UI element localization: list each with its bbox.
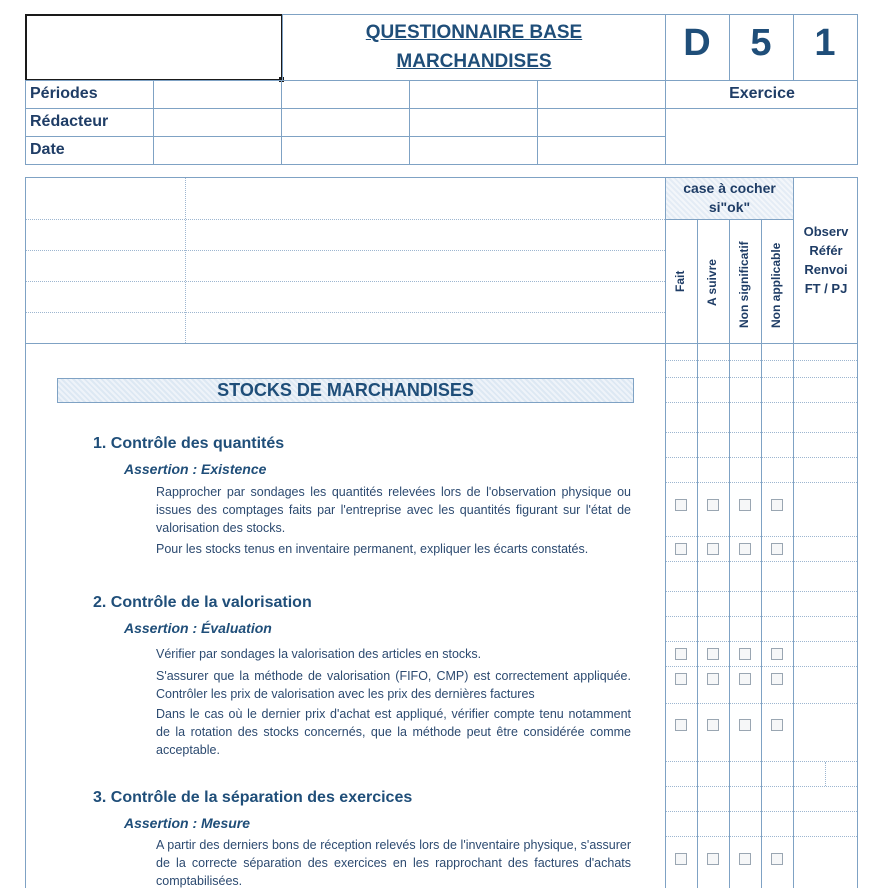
section-title: STOCKS DE MARCHANDISES [57, 378, 634, 403]
checkbox-non-applicable[interactable] [771, 853, 783, 865]
code-digit-2: 1 [814, 22, 836, 64]
col-non-applicable: Non applicable [769, 242, 783, 328]
col-fait: Fait [673, 270, 687, 292]
checkbox-a-suivre[interactable] [707, 648, 719, 660]
label-exercice: Exercice [729, 85, 795, 102]
col-a-suivre: A suivre [705, 259, 719, 306]
side-renvoi: Renvoi [804, 262, 848, 277]
checkbox-a-suivre[interactable] [707, 673, 719, 685]
side-observ: Observ [803, 224, 849, 239]
item-2-2: S'assurer que la méthode de valorisation (FIFO, CMP) est correctement appliquée. Contrôler les prix de valorisation avec les prix des dernières factures [156, 669, 631, 701]
heading-separation: 3. Contrôle de la séparation des exercices [93, 789, 413, 806]
item-1-2: Pour les stocks tenus en inventaire permanent, expliquer les écarts constatés. [156, 542, 589, 556]
checkbox-fait[interactable] [675, 543, 687, 555]
logo-cell[interactable] [25, 14, 283, 81]
checkbox-non-significatif[interactable] [739, 499, 751, 511]
label-periodes: Périodes [30, 85, 98, 102]
label-redacteur: Rédacteur [30, 113, 109, 130]
checkbox-fait[interactable] [675, 853, 687, 865]
item-2-3: Dans le cas où le dernier prix d'achat est appliqué, vérifier compte tenu notamment de la rotation des stocks concernés, que la méthode peut être considérée comme acceptable. [156, 707, 631, 757]
checkbox-a-suivre[interactable] [707, 499, 719, 511]
side-ft-pj: FT / PJ [804, 281, 848, 296]
item-1-1: Rapprocher par sondages les quantités relevées lors de l'observation physique ou issues des comptages faits par l'entreprise avec les quantités figurant sur l'état de valorisation des stocks. [156, 485, 631, 535]
checkbox-non-significatif[interactable] [739, 719, 751, 731]
checkbox-non-applicable[interactable] [771, 648, 783, 660]
checkbox-non-significatif[interactable] [739, 543, 751, 555]
case-header-line1: case à cocher [683, 180, 776, 196]
item-3-1: A partir des derniers bons de réception relevés lors de l'inventaire physique, s'assurer de la correcte séparation des exercices en les rapprochant des factures d'achats comptabilisées. [156, 838, 631, 888]
checkbox-a-suivre[interactable] [707, 543, 719, 555]
assertion-existence: Assertion : Existence [124, 461, 267, 477]
heading-valorisation: 2. Contrôle de la valorisation [93, 594, 312, 611]
checkbox-non-significatif[interactable] [739, 853, 751, 865]
checkbox-fait[interactable] [675, 648, 687, 660]
assertion-mesure: Assertion : Mesure [124, 815, 251, 831]
code-letter: D [683, 22, 711, 64]
checkbox-non-applicable[interactable] [771, 543, 783, 555]
checkbox-fait[interactable] [675, 499, 687, 511]
side-refer: Référ [809, 243, 843, 258]
item-2-1: Vérifier par sondages la valorisation des articles en stocks. [156, 647, 482, 661]
assertion-evaluation: Assertion : Évaluation [124, 620, 272, 636]
checkbox-non-significatif[interactable] [739, 648, 751, 660]
doc-title-line1: QUESTIONNAIRE BASE [365, 22, 583, 43]
checkbox-non-applicable[interactable] [771, 673, 783, 685]
side-labels [796, 222, 856, 298]
code-digit-1: 5 [750, 22, 772, 64]
heading-quantites: 1. Contrôle des quantités [93, 435, 285, 452]
col-non-significatif: Non significatif [737, 241, 751, 328]
case-header [666, 179, 793, 217]
checkbox-fait[interactable] [675, 673, 687, 685]
case-header-line2: si"ok" [708, 199, 751, 215]
checkbox-a-suivre[interactable] [707, 853, 719, 865]
label-date: Date [30, 141, 65, 158]
checkbox-non-applicable[interactable] [771, 719, 783, 731]
checkbox-non-significatif[interactable] [739, 673, 751, 685]
checkbox-non-applicable[interactable] [771, 499, 783, 511]
checkbox-a-suivre[interactable] [707, 719, 719, 731]
checkbox-fait[interactable] [675, 719, 687, 731]
doc-title-line2: MARCHANDISES [396, 51, 552, 72]
